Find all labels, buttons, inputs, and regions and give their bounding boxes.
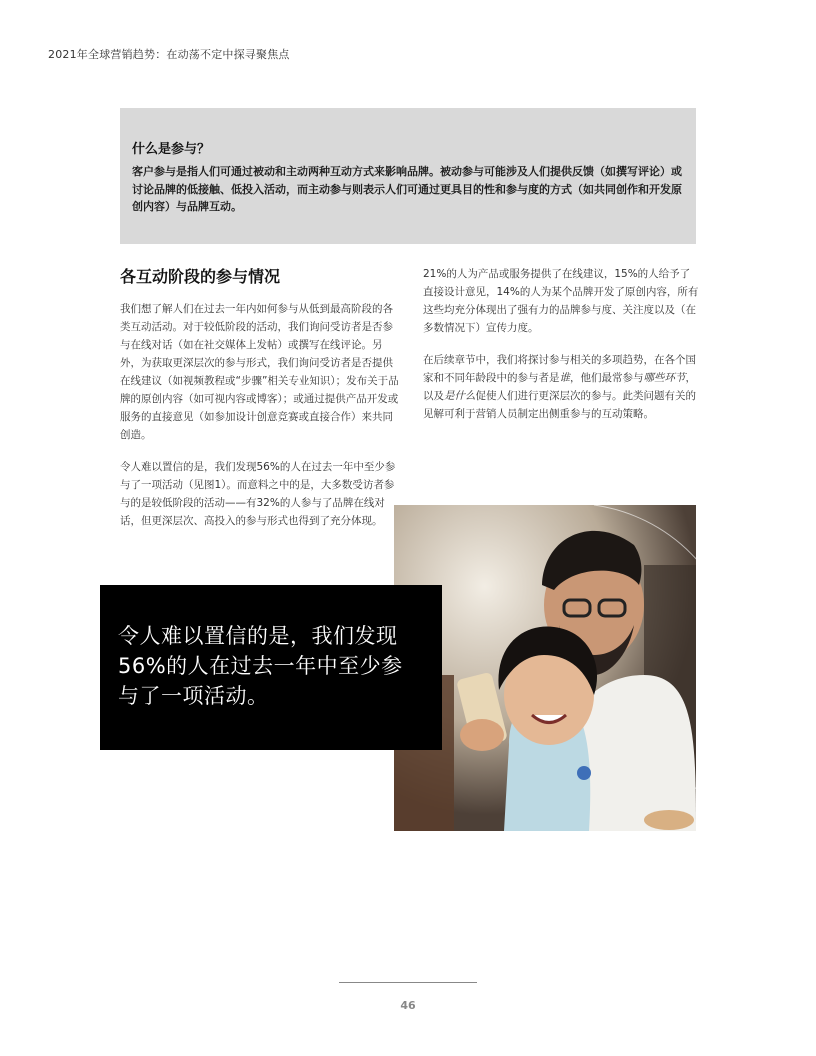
document-header: 2021年全球营销趋势：在动荡不定中探寻聚焦点 xyxy=(48,48,290,61)
emphasis-who: 谁 xyxy=(559,372,570,384)
definition-callout xyxy=(120,108,696,244)
paragraph-4-part-d: 促使人们进行更深层次的参与。此类问题有关的见解可利于营销人员制定出侧重参与的互动策略。 xyxy=(423,390,696,420)
callout-body: 客户参与是指人们可通过被动和主动两种互动方式来影响品牌。被动参与可能涉及人们提供反馈（如撰写评论）或讨论品牌的低接触、低投入活动，而主动参与则表示人们可通过更具目的性和参与度的方式（如共同创作和开发原创内容）与品牌互动。 xyxy=(132,165,682,213)
callout-title: 什么是参与？ xyxy=(132,142,211,157)
paragraph-1: 我们想了解人们在过去一年内如何参与从低到最高阶段的各类互动活动。对于较低阶段的活动，我们询问受访者是否参与在线对话（如在社交媒体上发帖）或撰写在线评论。另外，为获取更深层次的参与形式，我们询问受访者是否提供在线建议（如视频教程或“步骤”相关专业知识）；发布关于品牌的原创内容（如可视内容或博客）；或通过提供产品开发或服务的直接意见（如参加设计创意竞赛或直接合作）来共同创造。 xyxy=(120,303,399,441)
paragraph-4-part-b: ，他们最常参与 xyxy=(570,372,644,384)
paragraph-3: 21%的人为产品或服务提供了在线建议，15%的人给予了直接设计意见，14%的人为某个品牌开发了原创内容，所有这些均充分体现出了强有力的品牌参与度、关注度以及（在多数情况下）宣传力度。 xyxy=(423,268,699,334)
pull-quote-text: 令人难以置信的是，我们发现56%的人在过去一年中至少参与了一项活动。 xyxy=(118,624,403,708)
emphasis-what: 是什么 xyxy=(444,390,476,402)
paragraph-2: 令人难以置信的是，我们发现56%的人在过去一年中至少参与了一项活动（见图1）。而意料之中的是，大多数受访者参与的是较低阶段的活动——有32%的人参与了品牌在线对话，但更深层次、高投入的参与形式也得到了充分体现。 xyxy=(120,461,396,527)
left-column xyxy=(120,264,402,544)
section-title: 各互动阶段的参与情况 xyxy=(120,267,281,286)
right-column xyxy=(423,265,699,437)
paragraph-4-part-c: ，以及 xyxy=(423,372,696,402)
paragraph-4 xyxy=(423,351,699,423)
emphasis-where: 哪些环节 xyxy=(643,372,686,384)
paragraph-4-part-a: 在后续章节中，我们将探讨参与相关的多项趋势，在各个国家和不同年龄段中的参与者是 xyxy=(423,354,696,384)
pull-quote xyxy=(100,585,442,750)
page-number: 46 xyxy=(400,999,416,1012)
footer-divider xyxy=(339,982,477,983)
